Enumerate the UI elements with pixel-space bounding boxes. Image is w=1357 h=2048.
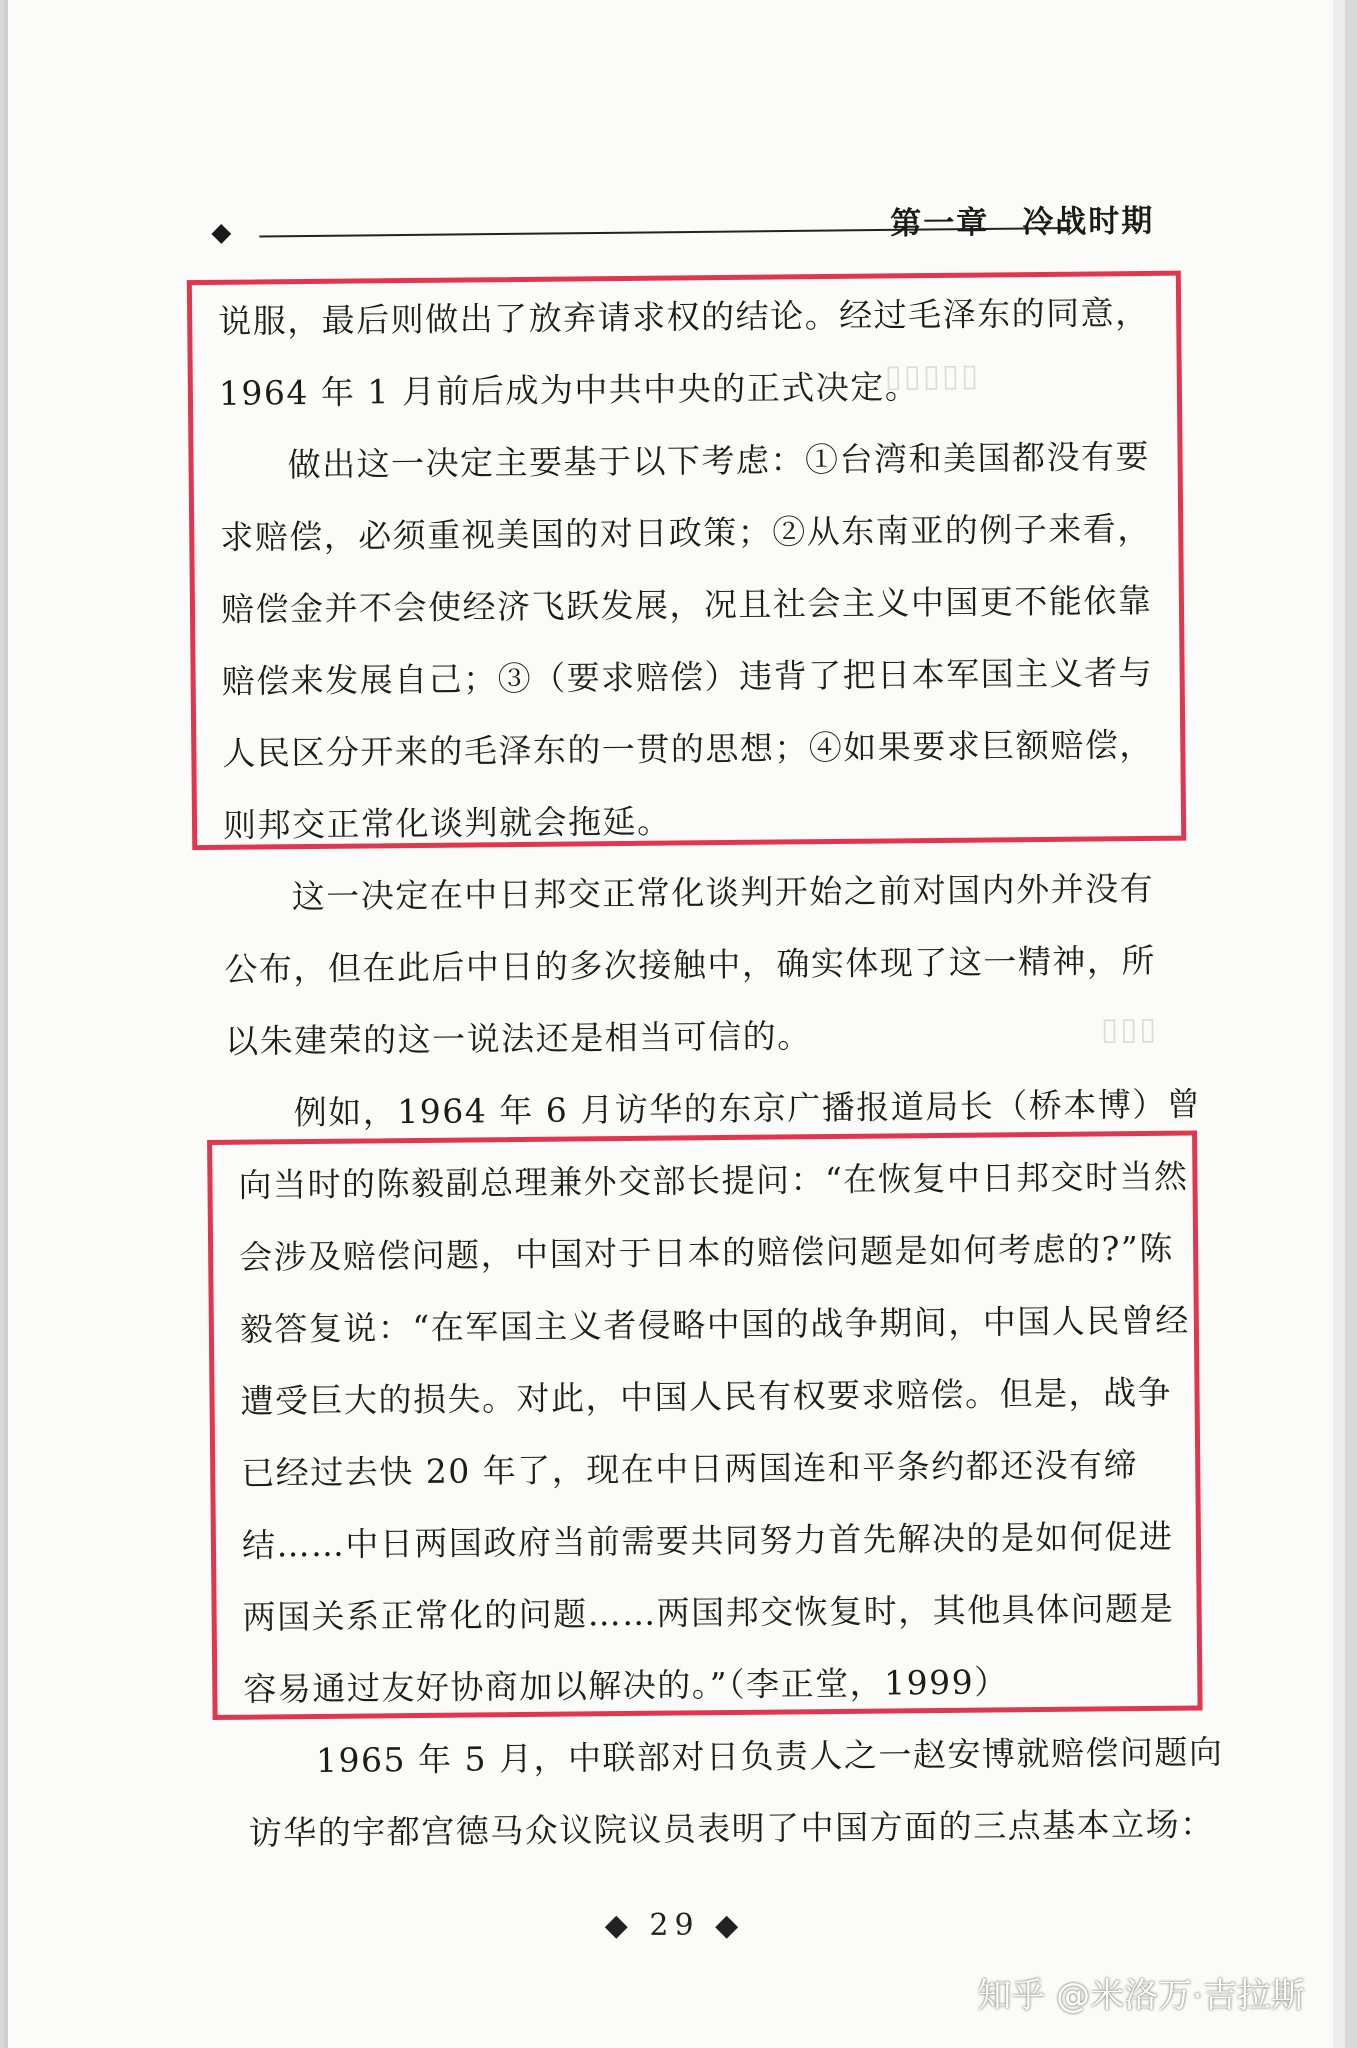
text-line: 说服，最后则做出了放弃请求权的结论。经过毛泽东的同意，: [218, 292, 1150, 341]
text-line: 例如，1964 年 6 月访华的东京广播报道局长（桥本博）曾: [293, 1084, 1202, 1133]
text-line: 以朱建荣的这一说法还是相当可信的。: [224, 1016, 812, 1061]
text-line: 遭受巨大的损失。对此，中国人民有权要求赔偿。但是，战争: [240, 1372, 1173, 1421]
text-line: 1964 年 1 月前后成为中共中央的正式决定。: [218, 367, 920, 413]
text-line: 向当时的陈毅副总理兼外交部长提问：“在恢复中日邦交时当然: [238, 1156, 1189, 1205]
book-page: [4, 0, 1345, 2048]
watermark-text: 知乎 @米洛万·吉拉斯: [977, 1976, 1305, 2016]
bleed-through-decoration: ▯▯▯: [1100, 1010, 1159, 1048]
text-line: 做出这一决定主要基于以下考虑：①台湾和美国都没有要: [287, 436, 1151, 485]
text-line: 人民区分开来的毛泽东的一贯的思想；④如果要求巨额赔偿，: [222, 724, 1154, 773]
text-line: 已经过去快 20 年了，现在中日两国连和平条约都还没有缔: [241, 1445, 1139, 1493]
text-line: 两国关系正常化的问题……两国邦交恢复时，其他具体问题是: [242, 1588, 1175, 1637]
text-line: 赔偿金并不会使经济飞跃发展，况且社会主义中国更不能依靠: [220, 580, 1153, 629]
text-line: 公布，但在此后中日的多次接触中，确实体现了这一精神，所: [224, 940, 1157, 989]
text-line: 赔偿来发展自己；③（要求赔偿）违背了把日本军国主义者与: [221, 652, 1154, 701]
text-line: 访华的宇都宫德马众议院议员表明了中国方面的三点基本立场：: [248, 1804, 1215, 1853]
bleed-through-decoration: ▯▯▯▯▯: [884, 357, 981, 395]
chapter-title: 第一章 冷战时期: [890, 203, 1155, 242]
text-line: 结……中日两国政府当前需要共同努力首先解决的是如何促进: [241, 1516, 1174, 1565]
text-line: 毅答复说：“在军国主义者侵略中国的战争期间，中国人民曾经: [239, 1300, 1190, 1349]
text-line: 这一决定在中日邦交正常化谈判开始之前对国内外并没有: [291, 868, 1155, 917]
text-line: 则邦交正常化谈判就会拖延。: [222, 801, 672, 845]
body-text: [4, 0, 1345, 2048]
text-line: 容易通过友好协商加以解决的。”（李正堂，1999）: [243, 1662, 1009, 1709]
text-line: 求赔偿，必须重视美国的对日政策；②从东南亚的例子来看，: [220, 508, 1152, 557]
text-line: 会涉及赔偿问题，中国对于日本的赔偿问题是如何考虑的?”陈: [239, 1228, 1174, 1277]
text-line: 1965 年 5 月，中联部对日负责人之一赵安博就赔偿问题向: [315, 1732, 1224, 1780]
page-number: ◆ 29 ◆: [604, 1908, 745, 1943]
